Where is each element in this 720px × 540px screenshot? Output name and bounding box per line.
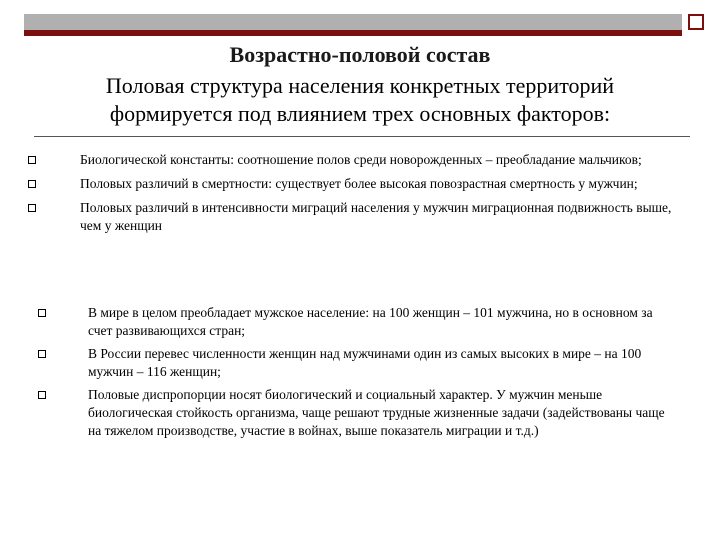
slide-title: Возрастно-половой состав — [229, 42, 491, 67]
subtitle-line-2: формируется под влиянием трех основных факторов: — [109, 101, 611, 126]
list-item — [88, 304, 673, 340]
slide-subtitle — [30, 72, 690, 128]
list-item-text: В мире в целом преобладает мужское население: на 100 женщин – 101 мужчина, но в основном за счет развивающихся стран; — [88, 305, 653, 338]
list-item — [80, 175, 680, 193]
subtitle-line-1: Половая структура населения конкретных территорий — [105, 73, 615, 98]
list-item-text: Половые диспропорции носят биологический и социальный характер. У мужчин меньше биологическая стойкость организма, чаще решают трудные жизненные задачи (задействованы чаще на тяжелом производстве, участие в войнах, выше показатель миграции и т.д.) — [88, 387, 665, 438]
list-item-text: Биологической константы: соотношение полов среди новорожденных – преобладание мальчиков; — [80, 152, 642, 167]
square-bullet-icon — [38, 391, 46, 399]
square-bullet-icon — [28, 204, 36, 212]
facts-list — [88, 304, 673, 445]
factors-list — [80, 151, 680, 241]
list-item — [88, 345, 673, 381]
list-item — [80, 199, 680, 235]
square-bullet-icon — [38, 350, 46, 358]
square-bullet-icon — [38, 309, 46, 317]
corner-square-decoration — [688, 14, 704, 30]
list-item — [88, 386, 673, 440]
list-item-text: Половых различий в интенсивности миграций населения у мужчин миграционная подвижность выше, чем у женщин — [80, 200, 672, 233]
divider-line — [34, 136, 690, 137]
list-item — [80, 151, 680, 169]
list-item-text: В России перевес численности женщин над мужчинами один из самых высоких в мире – на 100 мужчин – 116 женщин; — [88, 346, 642, 379]
title-bar-decoration — [24, 14, 682, 36]
square-bullet-icon — [28, 180, 36, 188]
square-bullet-icon — [28, 156, 36, 164]
list-item-text: Половых различий в смертности: существует более высокая повозрастная смертность у мужчин; — [80, 176, 638, 191]
